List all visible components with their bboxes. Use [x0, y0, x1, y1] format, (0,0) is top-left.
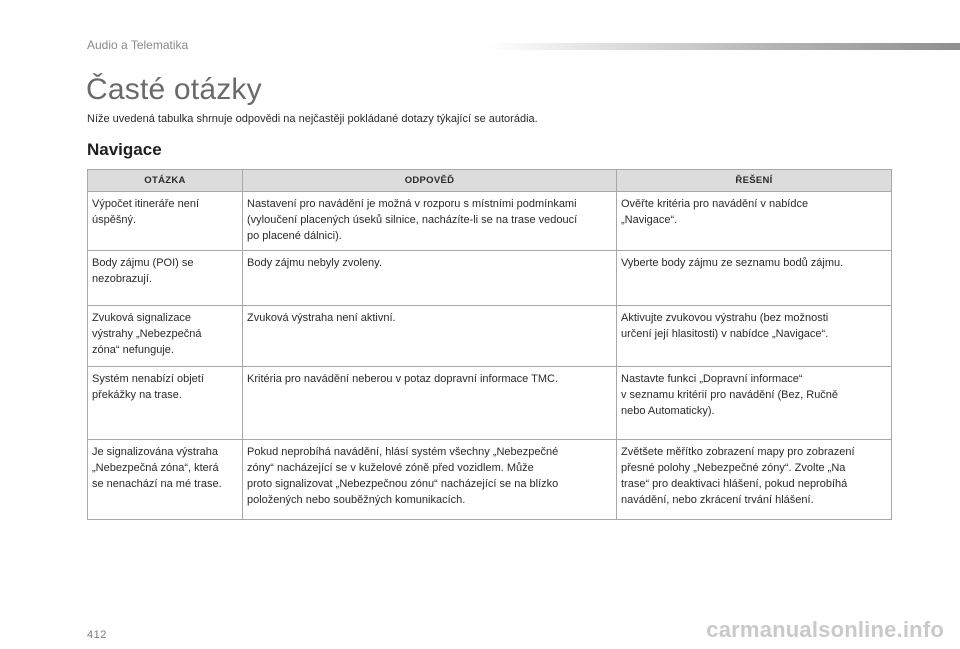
table-row — [88, 192, 892, 251]
table-row — [88, 306, 892, 367]
table-row — [88, 440, 892, 520]
column-header-answer: ODPOVĚĎ — [243, 170, 617, 192]
question-cell: Výpočet itineráře není úspěšný. — [88, 192, 243, 251]
page-number: 412 — [87, 629, 107, 641]
question-cell: Systém nenabízí objetí překážky na trase. — [88, 367, 243, 440]
table-header-row — [88, 170, 892, 192]
header-title: Audio a Telematika — [87, 38, 189, 52]
answer-cell: Zvuková výstraha není aktivní. — [243, 306, 617, 367]
question-cell: Je signalizována výstraha „Nebezpečná zóna“, která se nenachází na mé trase. — [88, 440, 243, 520]
header-gradient-bar — [488, 43, 960, 50]
faq-table — [87, 169, 892, 520]
table-row — [88, 367, 892, 440]
question-cell: Body zájmu (POI) se nezobrazují. — [88, 251, 243, 306]
question-cell: Zvuková signalizace výstrahy „Nebezpečná zóna“ nefunguje. — [88, 306, 243, 367]
solution-cell: Vyberte body zájmu ze seznamu bodů zájmu. — [617, 251, 892, 306]
column-header-question: OTÁZKA — [88, 170, 243, 192]
page-title: Časté otázky — [86, 73, 262, 106]
answer-cell: Nastavení pro navádění je možná v rozporu s místními podmínkami (vyloučení placených úseků silnice, nacházíte-li se na trase vedoucí po placené dálnici). — [243, 192, 617, 251]
column-header-solution: ŘEŠENÍ — [617, 170, 892, 192]
solution-cell: Nastavte funkci „Dopravní informace“ v seznamu kritérií pro navádění (Bez, Ručně nebo Automaticky). — [617, 367, 892, 440]
section-title: Navigace — [87, 140, 162, 159]
answer-cell: Kritéria pro navádění neberou v potaz dopravní informace TMC. — [243, 367, 617, 440]
watermark: carmanualsonline.info — [706, 617, 944, 642]
solution-cell: Zvětšete měřítko zobrazení mapy pro zobrazení přesné polohy „Nebezpečné zóny“. Zvolte „Na trase“ pro deaktivaci hlášení, pokud neprobíhá navádění, nebo zkrácení trvání hlášení. — [617, 440, 892, 520]
answer-cell: Pokud neprobíhá navádění, hlásí systém všechny „Nebezpečné zóny“ nacházející se v kuželové zóně před vozidlem. Může proto signalizovat „Nebezpečnou zónu“ nacházející se na blízko položených nebo souběžných komunikacích. — [243, 440, 617, 520]
solution-cell: Aktivujte zvukovou výstrahu (bez možnosti určení její hlasitosti) v nabídce „Navigace“. — [617, 306, 892, 367]
intro-text: Níže uvedená tabulka shrnuje odpovědi na nejčastěji pokládané dotazy týkající se autorádia. — [87, 113, 538, 125]
answer-cell: Body zájmu nebyly zvoleny. — [243, 251, 617, 306]
solution-cell: Ověřte kritéria pro navádění v nabídce „Navigace“. — [617, 192, 892, 251]
table-row — [88, 251, 892, 306]
